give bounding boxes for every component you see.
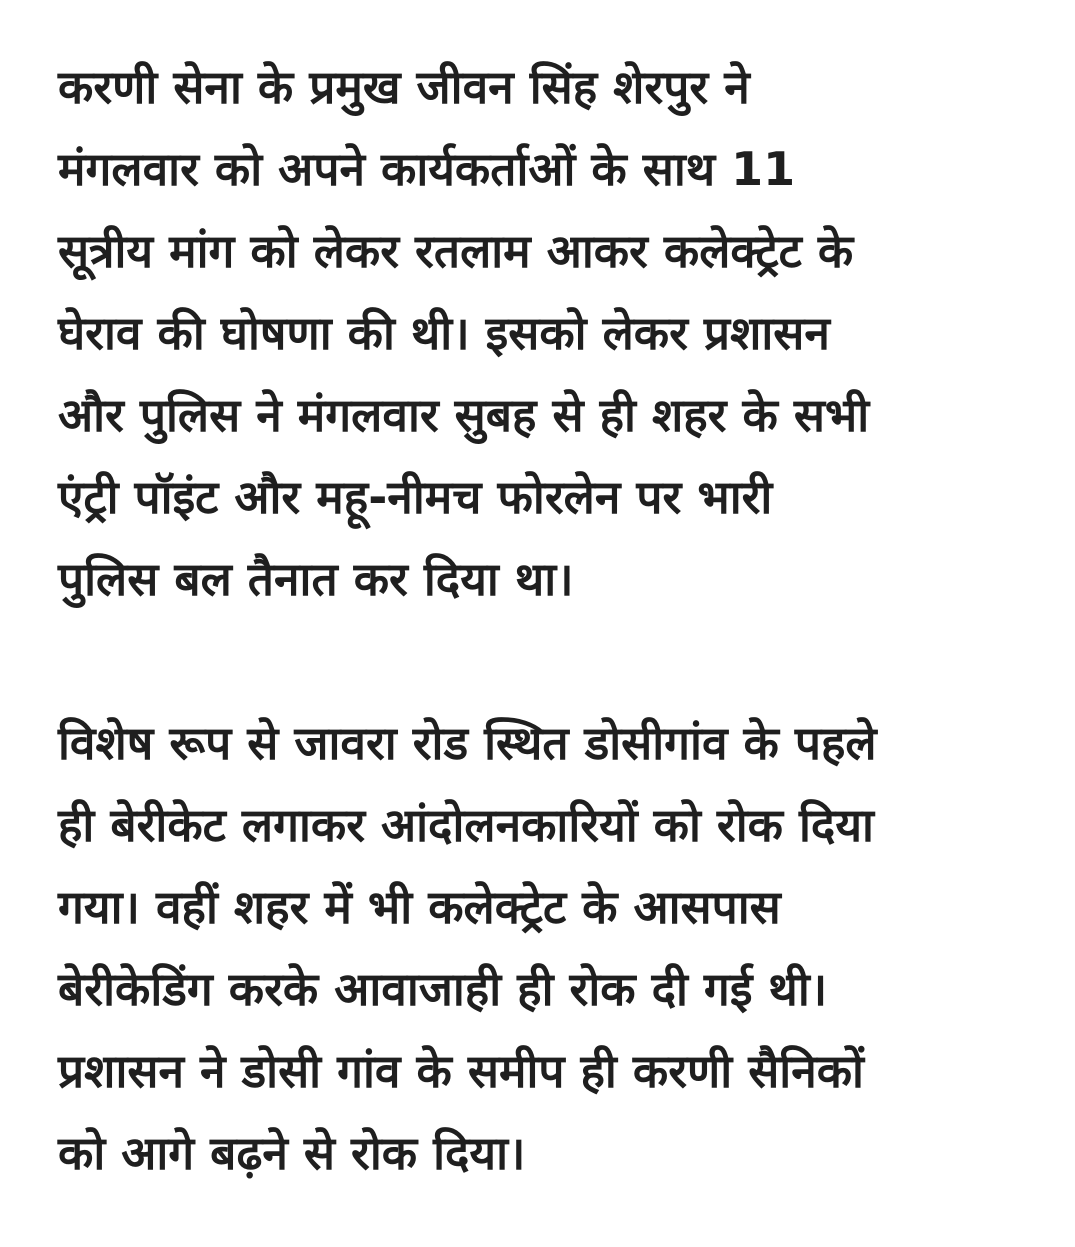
- text-line: ही बेरीकेट लगाकर आंदोलनकारियों को रोक दिया: [58, 798, 874, 852]
- paragraph-1: [58, 46, 1038, 620]
- text-line: एंट्री पॉइंट और महू-नीमच फोरलेन पर भारी: [58, 470, 773, 524]
- text-line: बेरीकेडिंग करके आवाजाही ही रोक दी गई थी।: [58, 962, 828, 1016]
- text-line: प्रशासन ने डोसी गांव के समीप ही करणी सैनिकों: [58, 1044, 864, 1098]
- text-line: विशेष रूप से जावरा रोड स्थित डोसीगांव के पहले: [58, 716, 877, 770]
- text-line: और पुलिस ने मंगलवार सुबह से ही शहर के सभी: [58, 388, 870, 442]
- text-line: करणी सेना के प्रमुख जीवन सिंह शेरपुर ने: [58, 60, 750, 114]
- paragraph-2: [58, 702, 1038, 1194]
- text-line: गया। वहीं शहर में भी कलेक्ट्रेट के आसपास: [58, 880, 781, 934]
- text-line: मंगलवार को अपने कार्यकर्ताओं के साथ 11: [58, 142, 796, 196]
- text-line: घेराव की घोषणा की थी। इसको लेकर प्रशासन: [58, 306, 830, 360]
- article-body: [58, 46, 1038, 1194]
- text-line: सूत्रीय मांग को लेकर रतलाम आकर कलेक्ट्रेट के: [58, 224, 854, 278]
- text-line: को आगे बढ़ने से रोक दिया।: [58, 1126, 526, 1180]
- text-line: पुलिस बल तैनात कर दिया था।: [58, 552, 574, 606]
